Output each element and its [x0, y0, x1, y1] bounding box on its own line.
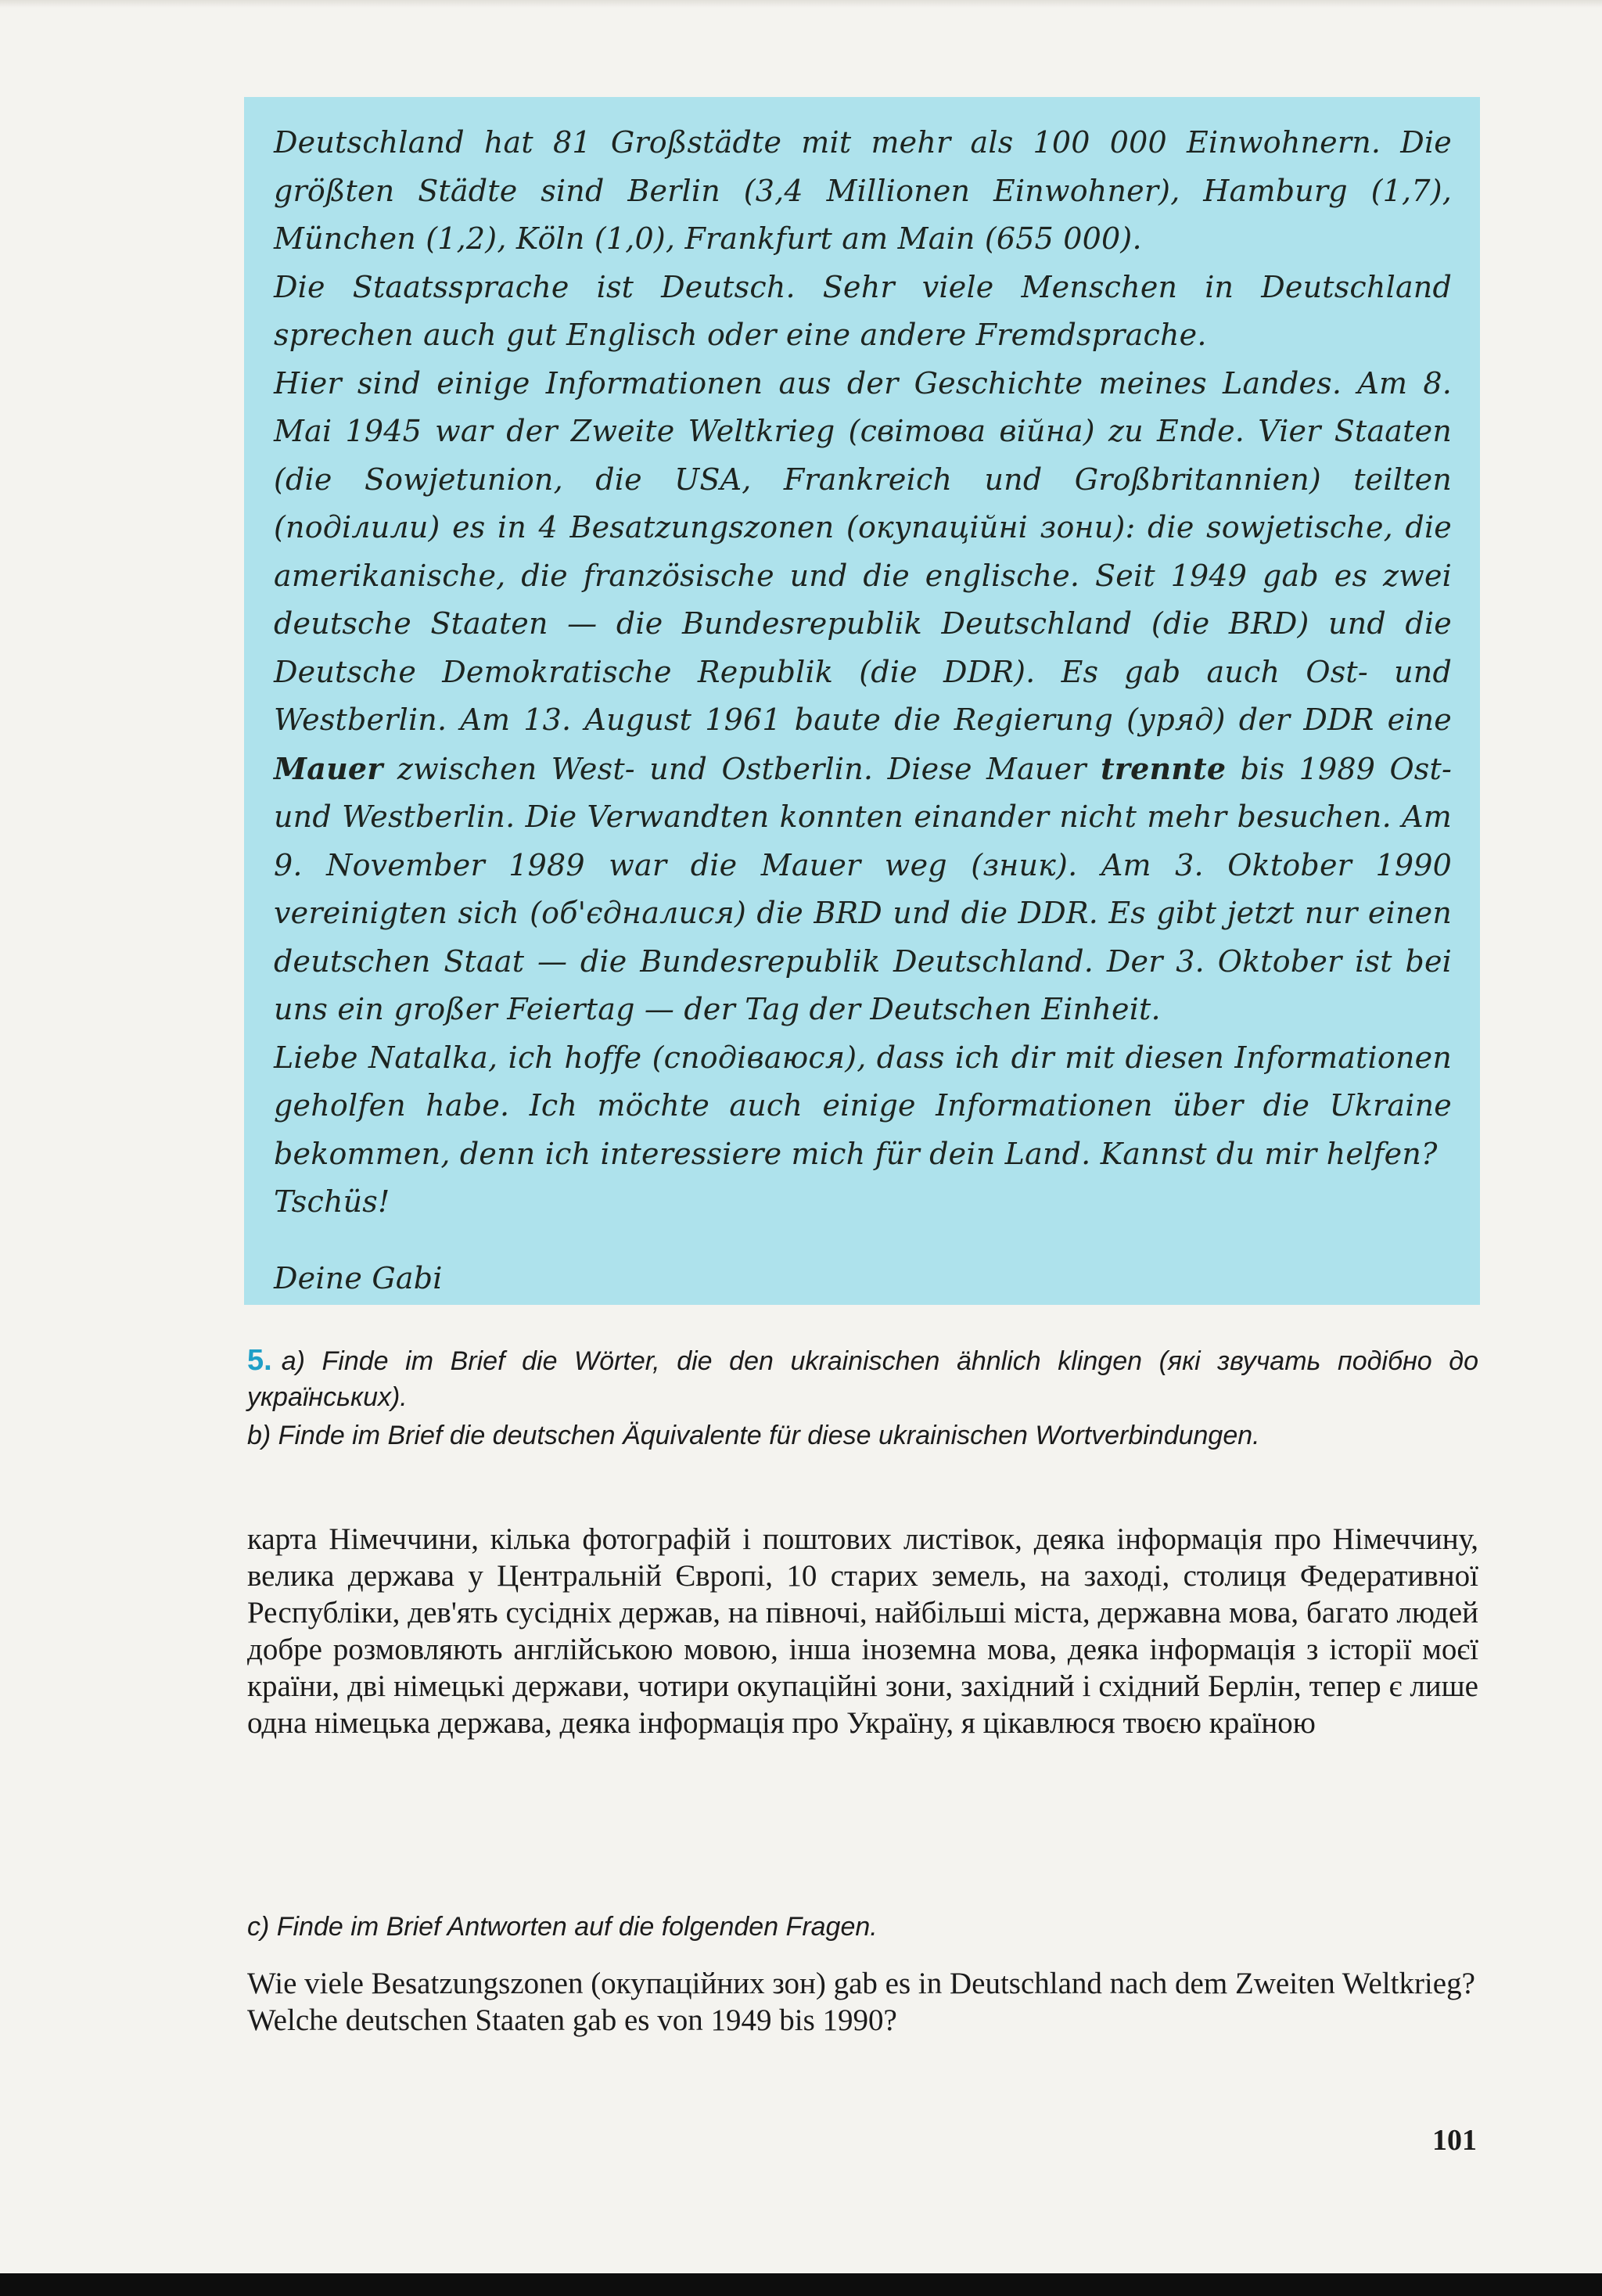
task-c-text: c) Finde im Brief Antworten auf die folgenden Fragen. [247, 1912, 878, 1942]
exercise-5-task-a [247, 1342, 1478, 1415]
scan-bottom-edge [0, 2273, 1602, 2296]
highlight-mauer: Mauer [274, 750, 383, 786]
page-number: 101 [1432, 2124, 1477, 2157]
letter-paragraph-language: Die Staatssprache ist Deutsch. Sehr viele Menschen in Deutschland sprechen auch gut Englisch oder eine andere Fremdsprache. [274, 269, 1452, 352]
task-a-text: a) Finde im Brief die Wörter, die den ukrainischen ähnlich klingen (які звучать подібно до українських). [247, 1346, 1478, 1412]
letter-paragraph-cities: Deutschland hat 81 Großstädte mit mehr als 100 000 Einwohnern. Die größten Städte sind Berlin (3,4 Millionen Einwohner), Hamburg (1,7), München (1,2), Köln (1,0), Frankfurt am Main (655 000). [274, 125, 1452, 256]
questions-block [247, 1965, 1478, 2039]
ukrainian-phrases: карта Німеччини, кілька фотографій і поштових листівок, деяка інформація про Німеччину, велика держава у Центральній Європі, 10 старих земель, на заході, столиця Федеративної Республіки, дев'ять сусідніх держав, на півночі, найбільші міста, державна мова, багато людей добре розмовляють англійською мовою, інша іноземна мова, деяка інформація з історії моєї країни, дві німецькі держави, чотири окупаційні зони, західний і східний Берлін, тепер є лише одна німецька держава, деяка інформація про Україну, я цікавлюся твоєю країною [247, 1522, 1478, 1740]
history-text-part-1: Hier sind einige Informationen aus der Geschichte meines Landes. Am 8. Mai 1945 war der Zweite Weltkrieg (світова війна) zu Ende. Vier Staaten (die Sowjetunion, die USA, Frankreich und Großbritannien) teilten (поділили) es in 4 Besatzungszonen (окупаційні зони): die sowjetische, die amerikanische, die französische und die englische. Seit 1949 gab es zwei deutsche Staaten — die Bundesrepublik Deutschland (die BRD) und die Deutsche Demokratische Republik (die DDR). Es gab auch Ost- und Westberlin. Am 13. August 1961 baute die Regierung (уряд) der DDR eine [274, 365, 1452, 737]
letter-paragraph-history [274, 360, 1452, 1034]
highlight-trennte: trennte [1101, 750, 1227, 786]
question-1: Wie viele Besatzungszonen (окупаційних зон) gab es in Deutschland nach dem Zweiten Weltkrieg? [247, 1967, 1475, 2000]
exercise-5-task-b [247, 1417, 1478, 1453]
letter-signature: Deine Gabi [274, 1260, 443, 1295]
exercise-number: 5. [247, 1344, 272, 1377]
history-text-part-2: zwischen West- und Ostberlin. Diese Mauer [397, 751, 1087, 786]
letter-closing: Tschüs! [274, 1184, 390, 1219]
page-top-edge [0, 0, 1602, 8]
task-b-text: b) Finde im Brief die deutschen Äquivalente für diese ukrainischen Wortverbindungen. [247, 1421, 1260, 1450]
history-text-part-3: bis 1989 Ost- und Westberlin. Die Verwandten konnten einander nicht mehr besuchen. Am 9. November 1989 war die Mauer weg (зник). Am 3. Oktober 1990 vereinigten sich (об'єдналися) die BRD und die DDR. Es gibt jetzt nur einen deutschen Staat — die Bundesrepublik Deutschland. Der 3. Oktober ist bei uns ein großer Feiertag — der Tag der Deutschen Einheit. [274, 751, 1453, 1026]
letter-box [244, 97, 1480, 1305]
letter-paragraph-request: Liebe Natalka, ich hoffe (сподіваюся), dass ich dir mit diesen Informationen geholfen habe. Ich möchte auch einige Informationen über die Ukraine bekommen, denn ich interessiere mich für dein Land. Kannst du mir helfen? [274, 1040, 1452, 1171]
question-2: Welche deutschen Staaten gab es von 1949 bis 1990? [247, 2003, 897, 2037]
exercise-5-task-c [247, 1909, 1478, 1945]
ukrainian-phrases-block [247, 1521, 1478, 1741]
